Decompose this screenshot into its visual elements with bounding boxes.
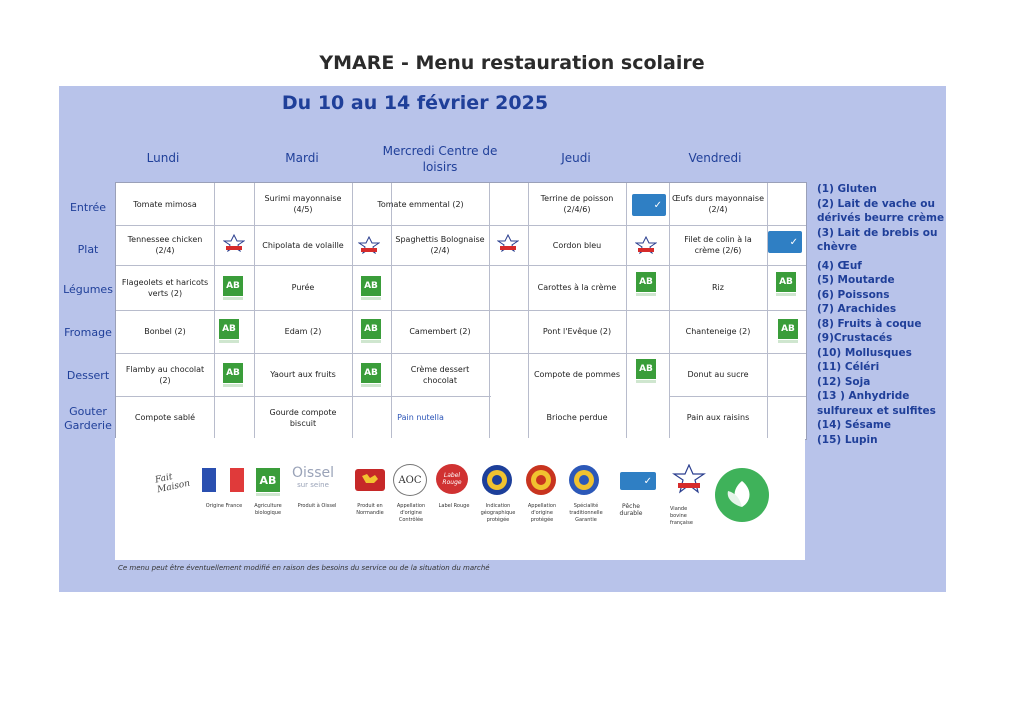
day-header-jeudi: Jeudi xyxy=(561,151,591,165)
menu-cell: Pain aux raisins xyxy=(686,413,750,422)
legend-stg: Spécialité traditionnelle Garantie xyxy=(569,503,603,523)
day-header-mardi: Mardi xyxy=(285,151,319,165)
menu-cell: Surimi mayonnaise (4/5) xyxy=(264,194,342,214)
oissel-logo-text: Oissel xyxy=(292,465,334,481)
legend-label-rouge: Label Rouge xyxy=(438,503,470,509)
menu-cell xyxy=(391,265,489,310)
row-label-dessert: Dessert xyxy=(66,369,110,382)
drapeau-france-icon xyxy=(202,468,244,492)
menu-cell: Chanteneige (2) xyxy=(685,327,751,336)
bio-ab-logo: AB xyxy=(256,468,280,492)
grid-line xyxy=(767,183,768,439)
bio-ab-icon: AB xyxy=(778,319,798,339)
legend-normandie: Produit en Normandie xyxy=(356,503,384,516)
allergen-item: (13 ) Anhydride sulfureux et sulfites xyxy=(817,390,936,417)
bio-ab-icon: AB xyxy=(361,319,381,339)
grid-line xyxy=(214,183,215,439)
aop-icon xyxy=(525,464,557,496)
allergen-item: (7) Arachides xyxy=(817,303,897,315)
menu-cell: Pain nutella xyxy=(397,413,444,422)
footnote: Ce menu peut être éventuellement modifié en raison des besoins du service ou de la situation du marché xyxy=(118,564,490,572)
vegetarien-leaf-icon xyxy=(714,467,770,523)
legend-peche: Pêche durable xyxy=(619,503,643,517)
menu-cell: Spaghettis Bolognaise (2/4) xyxy=(395,235,485,255)
bio-ab-icon: AB xyxy=(223,363,243,383)
row-label-fromage: Fromage xyxy=(64,326,112,339)
menu-cell: Gourde compote biscuit xyxy=(269,407,337,428)
stg-icon xyxy=(568,464,600,496)
menu-cell: Compote de pommes xyxy=(533,370,621,379)
menu-cell: Brioche perdue xyxy=(546,413,608,422)
legend-vbf: Viande bovine française xyxy=(670,506,693,526)
viande-bovine-francaise-logo xyxy=(672,464,706,494)
menu-grid xyxy=(115,182,807,440)
bio-ab-icon: AB xyxy=(361,276,381,296)
allergen-item: (12) Soja xyxy=(817,375,871,388)
bio-ab-icon: AB xyxy=(776,272,796,292)
viande-bovine-francaise-icon xyxy=(358,236,380,254)
viande-bovine-francaise-icon xyxy=(223,234,245,252)
allergen-list xyxy=(817,182,947,447)
bio-ab-icon: AB xyxy=(636,272,656,292)
allergen-item: (3) Lait de brebis ou chèvre xyxy=(817,226,938,253)
day-header-mercredi: Mercredi Centre de loisirs xyxy=(382,144,498,174)
row-label-gouter: Gouter Garderie xyxy=(64,405,112,432)
legend-aoc: Appellation d'origine Contrôlée xyxy=(396,503,426,523)
viande-bovine-francaise-icon xyxy=(635,236,657,254)
menu-cell: Riz xyxy=(712,283,724,292)
row-label-legumes: Légumes xyxy=(63,283,113,296)
menu-cell: Tomate emmental (2) xyxy=(377,199,464,209)
label-rouge-logo: Label Rouge xyxy=(436,464,468,494)
allergen-item: (2) Lait de vache ou dérivés beurre crème xyxy=(817,197,945,224)
allergen-item: (15) Lupin xyxy=(817,433,878,446)
menu-cell: Chipolata de volaille xyxy=(262,240,344,250)
bio-ab-icon: AB xyxy=(219,319,239,339)
allergen-item: (5) Moutarde xyxy=(817,274,895,286)
menu-cell: Carottes à la crème xyxy=(537,283,617,292)
menu-cell: Tennessee chicken (2/4) xyxy=(127,235,203,255)
igp-icon xyxy=(481,464,513,496)
grid-line xyxy=(489,183,490,439)
menu-cell: Edam (2) xyxy=(284,327,322,336)
aoc-logo: AOC xyxy=(393,464,427,496)
oissel-logo-subtext: sur seine xyxy=(297,481,329,489)
allergen-item: (9)Crustacés xyxy=(817,332,893,344)
allergen-item: (14) Sésame xyxy=(817,419,891,431)
legend-aop: Appellation d'origine protégée xyxy=(527,503,557,523)
legend-origine-france: Origine France xyxy=(205,503,243,509)
labels-legend-area xyxy=(115,438,805,560)
oissel-logo xyxy=(287,467,339,491)
day-header-lundi: Lundi xyxy=(146,151,180,165)
fait-maison-logo: Fait Maison xyxy=(154,472,192,496)
menu-cell: Purée xyxy=(291,283,315,292)
menu-cell: Camembert (2) xyxy=(409,327,471,336)
menu-cell: Donut au sucre xyxy=(687,370,749,379)
grid-line xyxy=(626,183,627,439)
menu-cell: Cordon bleu xyxy=(552,240,602,250)
row-label-plat: Plat xyxy=(77,243,99,256)
legend-igp: Indication géographique protégée xyxy=(480,503,516,523)
menu-cell: Yaourt aux fruits xyxy=(270,370,336,379)
allergen-item: (10) Mollusques xyxy=(817,346,912,359)
viande-bovine-francaise-icon xyxy=(497,234,519,252)
menu-cell: Bonbel (2) xyxy=(144,327,186,336)
msc-peche-durable-icon: ✓ xyxy=(632,194,666,216)
produit-normandie-icon xyxy=(355,469,385,491)
menu-cell: Pont l'Evêque (2) xyxy=(542,327,612,336)
menu-cell: Compote sablé xyxy=(134,413,196,422)
page-title: YMARE - Menu restauration scolaire xyxy=(319,52,705,74)
allergen-item: (1) Gluten xyxy=(817,183,877,195)
menu-cell: Filet de colin à la crème (2/6) xyxy=(684,235,752,255)
msc-peche-durable-icon: ✓ xyxy=(768,231,802,253)
menu-cell: Tomate mimosa xyxy=(133,199,197,209)
menu-cell: Flageolets et haricots verts (2) xyxy=(121,277,209,298)
menu-cell: Crème dessert chocolat xyxy=(410,364,470,385)
legend-oissel: Produit à Oissel xyxy=(297,503,337,509)
legend-bio: Agriculture biologique xyxy=(254,503,282,516)
day-header-vendredi: Vendredi xyxy=(688,151,742,165)
bio-ab-icon: AB xyxy=(361,363,381,383)
msc-peche-durable-logo: ✓ xyxy=(620,472,656,490)
allergen-item: (8) Fruits à coque xyxy=(817,317,922,330)
menu-cell: Terrine de poisson (2/4/6) xyxy=(540,194,614,214)
row-label-entree: Entrée xyxy=(69,201,107,214)
allergen-item: (6) Poissons xyxy=(817,288,890,301)
menu-cell: Flamby au chocolat (2) xyxy=(125,364,205,385)
menu-cell: Œufs durs mayonnaise (2/4) xyxy=(672,194,764,214)
bio-ab-icon: AB xyxy=(223,276,243,296)
bio-ab-icon: AB xyxy=(636,359,656,379)
week-subtitle: Du 10 au 14 février 2025 xyxy=(281,92,549,114)
allergen-item: (11) Céléri xyxy=(817,361,880,373)
allergen-item: (4) Œuf xyxy=(817,259,862,272)
